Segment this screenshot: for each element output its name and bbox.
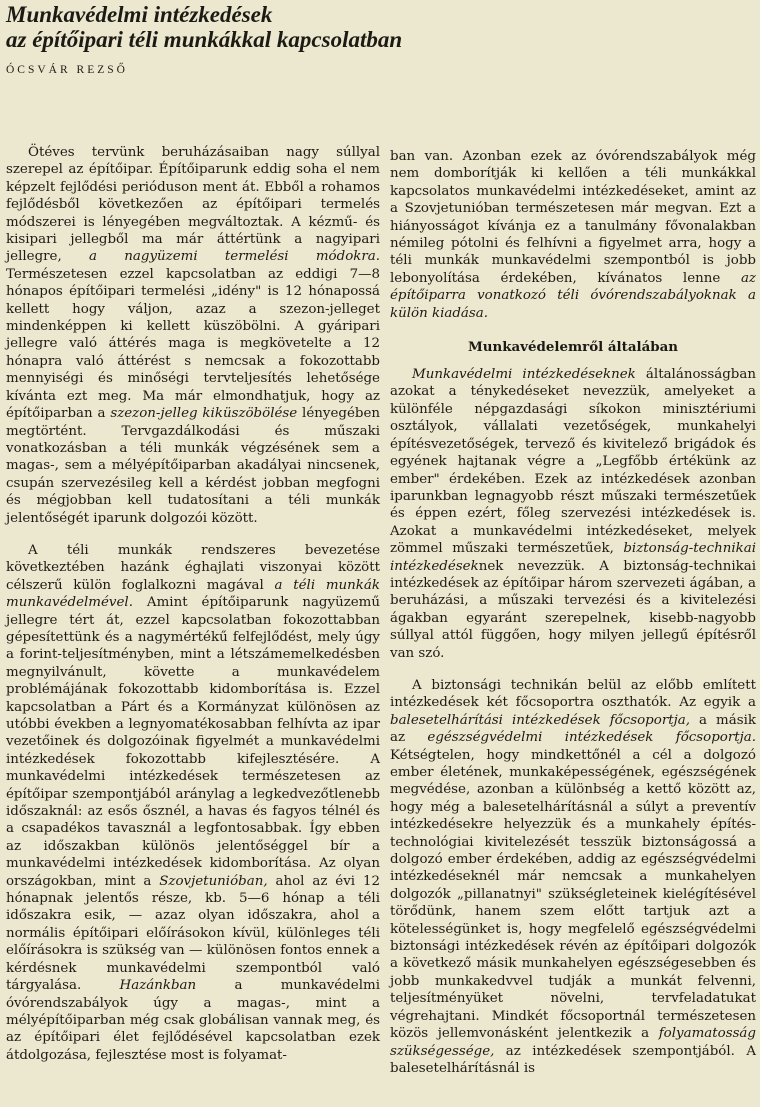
text-run: ban van. Azonban ezek az óvórendszabályok még nem domborítják ki kellően a téli munkákkal kapcsolatos munkavédelmi intézkedéseket, amint az a Szovjetunióban természetesen már megvan. Ezt a hiányosságot kívánja ez a tanulmány fővonalakban némileg pótolni és felhívni a figyelmet arra, hogy a téli munkák munkavédelmi szempontból is jobb lebonyolítása érdekében, kívánatos lenne [390, 149, 756, 286]
paragraph-intro [6, 144, 380, 527]
emphasis-text: Hazánkban [119, 978, 197, 994]
paragraph-continuation [390, 148, 756, 322]
emphasis-text: szezon-jelleg kiküszöbölése [110, 406, 298, 422]
text-run: a másik az [390, 712, 756, 746]
article-title-line-2: az építőipari téli munkákkal kapcsolatban [6, 27, 403, 52]
text-run: Amint építőiparunk nagyüzemű jellegre tért át, ezzel kapcsolatban fokozottabban gépesítettünk és a nagymértékű felfejlődést, mely úgy a forint-teljesítményben, mint a létszámemelkedésben megnyilvánult, követte a munkavédelem problémájának fokozottabb kidomborítása is. Ezzel kapcsolatban a Párt és a Kormányzat különösen az utóbbi években a legnyomatékosabban felhívta az ipar vezetőinek és dolgozóinak figyelmét a munkavédelmi intézkedések fokozottabb kifejlesztésére. A munkavédelmi intézkedések természetesen az építőipar szempontjából aránylag a legkedvezőtlenebb időszaknál: az esős ősznél, a havas és fagyos télnél és a csapadékos tavasznál a legfontosabbak. Így ebben az időszakban különös jelentőséggel bír a munkavédelmi intézkedések kidomborítása. Az olyan országokban, mint a [6, 595, 380, 889]
emphasis-text: folyamatosság szükségessége, [390, 1026, 756, 1059]
text-run: a munkavédelmi óvórendszabályok úgy a magas-, mint a mélyépítőiparban még csak globálisan vannak meg, és az építőipari élet fejlődésével kapcsolatban ezek átdolgozása, fejlesztése most is folyamat- [6, 978, 380, 1063]
emphasis-text: balesetelhárítási intézkedések főcsoportja, [390, 712, 690, 728]
article-title-line-1: Munkavédelmi intézkedések [6, 2, 273, 27]
emphasis-text: Szovjetunióban, [159, 873, 268, 889]
right-column [390, 148, 756, 1077]
emphasis-text: az építőiparra vonatkozó téli óvórendszabályoknak a külön kiadása. [390, 270, 756, 321]
text-run: ahol az évi 12 hónapnak jelentős része, kb. 5—6 hónap a téli időszakra esik, — azaz olyan időszakra, ahol a normális építőipari előírásokon kívül, különleges téli előírásokra is szükség van — különösen fontos ennek a kérdésnek munkavédelmi szempontból való tárgyalása. [6, 873, 381, 994]
paragraph-definition [390, 366, 756, 662]
text-run: Ötéves tervünk beruházásaiban nagy súllyal szerepel az építőipar. Építőiparunk eddig soha el nem képzelt fejlődési perióduson ment át. Ebből a rohamos fejlődésből következően az építőipari termelés módszerei is lényegében megváltoztak. A kézmű- és kisipari jellegből ma már áttértünk a nagyipari jellegre, [6, 145, 380, 265]
text-run: általánosságban azokat a ténykedéseket nevezzük, amelyeket a különféle népgazdasági síkokon minisztériumi osztályok, vállalati vezetőségek, munkahelyi építésvezetőségek, tervező és kivitelező brigádok és egyének hajtanak végre a „Legfőbb értékünk az ember" érdekében. Ezek az intézkedések azonban iparunkban legnagyobb részt műszaki természetűek és éppen ezért, főleg szervezési intézkedések is. Azokat a munkavédelmi intézkedéseket, melyek zömmel műszaki természetűek, [390, 367, 756, 557]
emphasis-text: Munkavédelmi intézkedéseknek [412, 367, 636, 383]
left-column [6, 144, 380, 1064]
paragraph-main-groups [390, 677, 756, 1077]
article-author: ÓCSVÁR REZSŐ [6, 64, 128, 76]
text-run: A téli munkák rendszeres bevezetése következtében hazánk éghajlati viszonyai között célszerű külön foglalkozni magával [6, 542, 380, 593]
text-run: A biztonsági technikán belül az előbb említett intézkedések két főcsoportra oszthatók. Az egyik a [390, 677, 756, 711]
emphasis-text: biztonság-technikai intézkedések [390, 541, 756, 574]
article-title [6, 2, 746, 52]
section-heading: Munkavédelemről általában [467, 339, 679, 356]
emphasis-text: a nagyüzemi termelési módokra. [89, 249, 381, 265]
text-run: Természetesen ezzel kapcsolatban az eddigi 7—8 hónapos építőipari termelési „idény" is 12 hónapossá kellett hogy váljon, azaz a szezon-jelleget mindenképpen ki kellett küszöbölni. A gyáripari jellegre való áttérés maga is megkövetelte a 12 hónapra való áttérést s nemcsak a fokozottabb mennyiségi és minőségi tervteljesítés lehetősége kívánta ezt meg. Ma már elmondhatjuk, hogy az építőiparban a [6, 266, 380, 422]
paragraph-winter-works [6, 542, 380, 1064]
emphasis-text: egészségvédelmi intézkedések főcsoportja. [427, 730, 757, 746]
text-run: lényegében megtörtént. Tervgazdálkodási és műszaki vonatkozásban a téli munkák végzésének sem a magas-, sem a mélyépítőiparban akadályai nincsenek, csupán szervezésileg kell a kérdést jobban megfogni és mégjobban kell tudatosítani a téli munkák jelentőségét iparunk dolgozói között. [6, 406, 380, 526]
emphasis-text: a téli munkák munkavédelmével. [6, 577, 380, 611]
text-run: az intézkedések szempontjából. A balesetelhárításnál is [390, 1043, 756, 1076]
text-run: nek nevezzük. A biztonság-technikai intézkedések az építőipar három szervezeti ágában, a beruházási, a műszaki tervezési és a kivitelezési ágakban egyaránt szerepelnek, kisebb-nagyobb súllyal attól függően, hogy milyen jellegű építésről van szó. [390, 558, 756, 661]
text-run: Kétségtelen, hogy mindkettőnél a cél a dolgozó ember életének, munkaképességének, egészségének megvédése, azonban a különbség a kettő között az, hogy még a balesetelhárításnál a súlyt a preventív intézkedésekre helyezzük és a munkahely építés-technológiai kivitelezését tesszük biztonságossá a dolgozó ember érdekében, addig az egészségvédelmi intézkedéseknél már nemcsak a munkahelyen dolgozók „pillanatnyi" szükségleteinek kielégítésével törődünk, hanem szem előtt tartjuk azt a kötelességünket is, hogy megfelelő egészségvédelmi biztonsági intézkedések révén az építőipari dolgozók a következő másik munkahelyen egészségesebben és jobb munkakedvvel tudják a munkát felvenni, teljesítményüket növelni, tervfeladatukat végrehajtani. Mindkét főcsoportnál természetesen közös jellemvonásként jelentkezik a [390, 747, 756, 1042]
